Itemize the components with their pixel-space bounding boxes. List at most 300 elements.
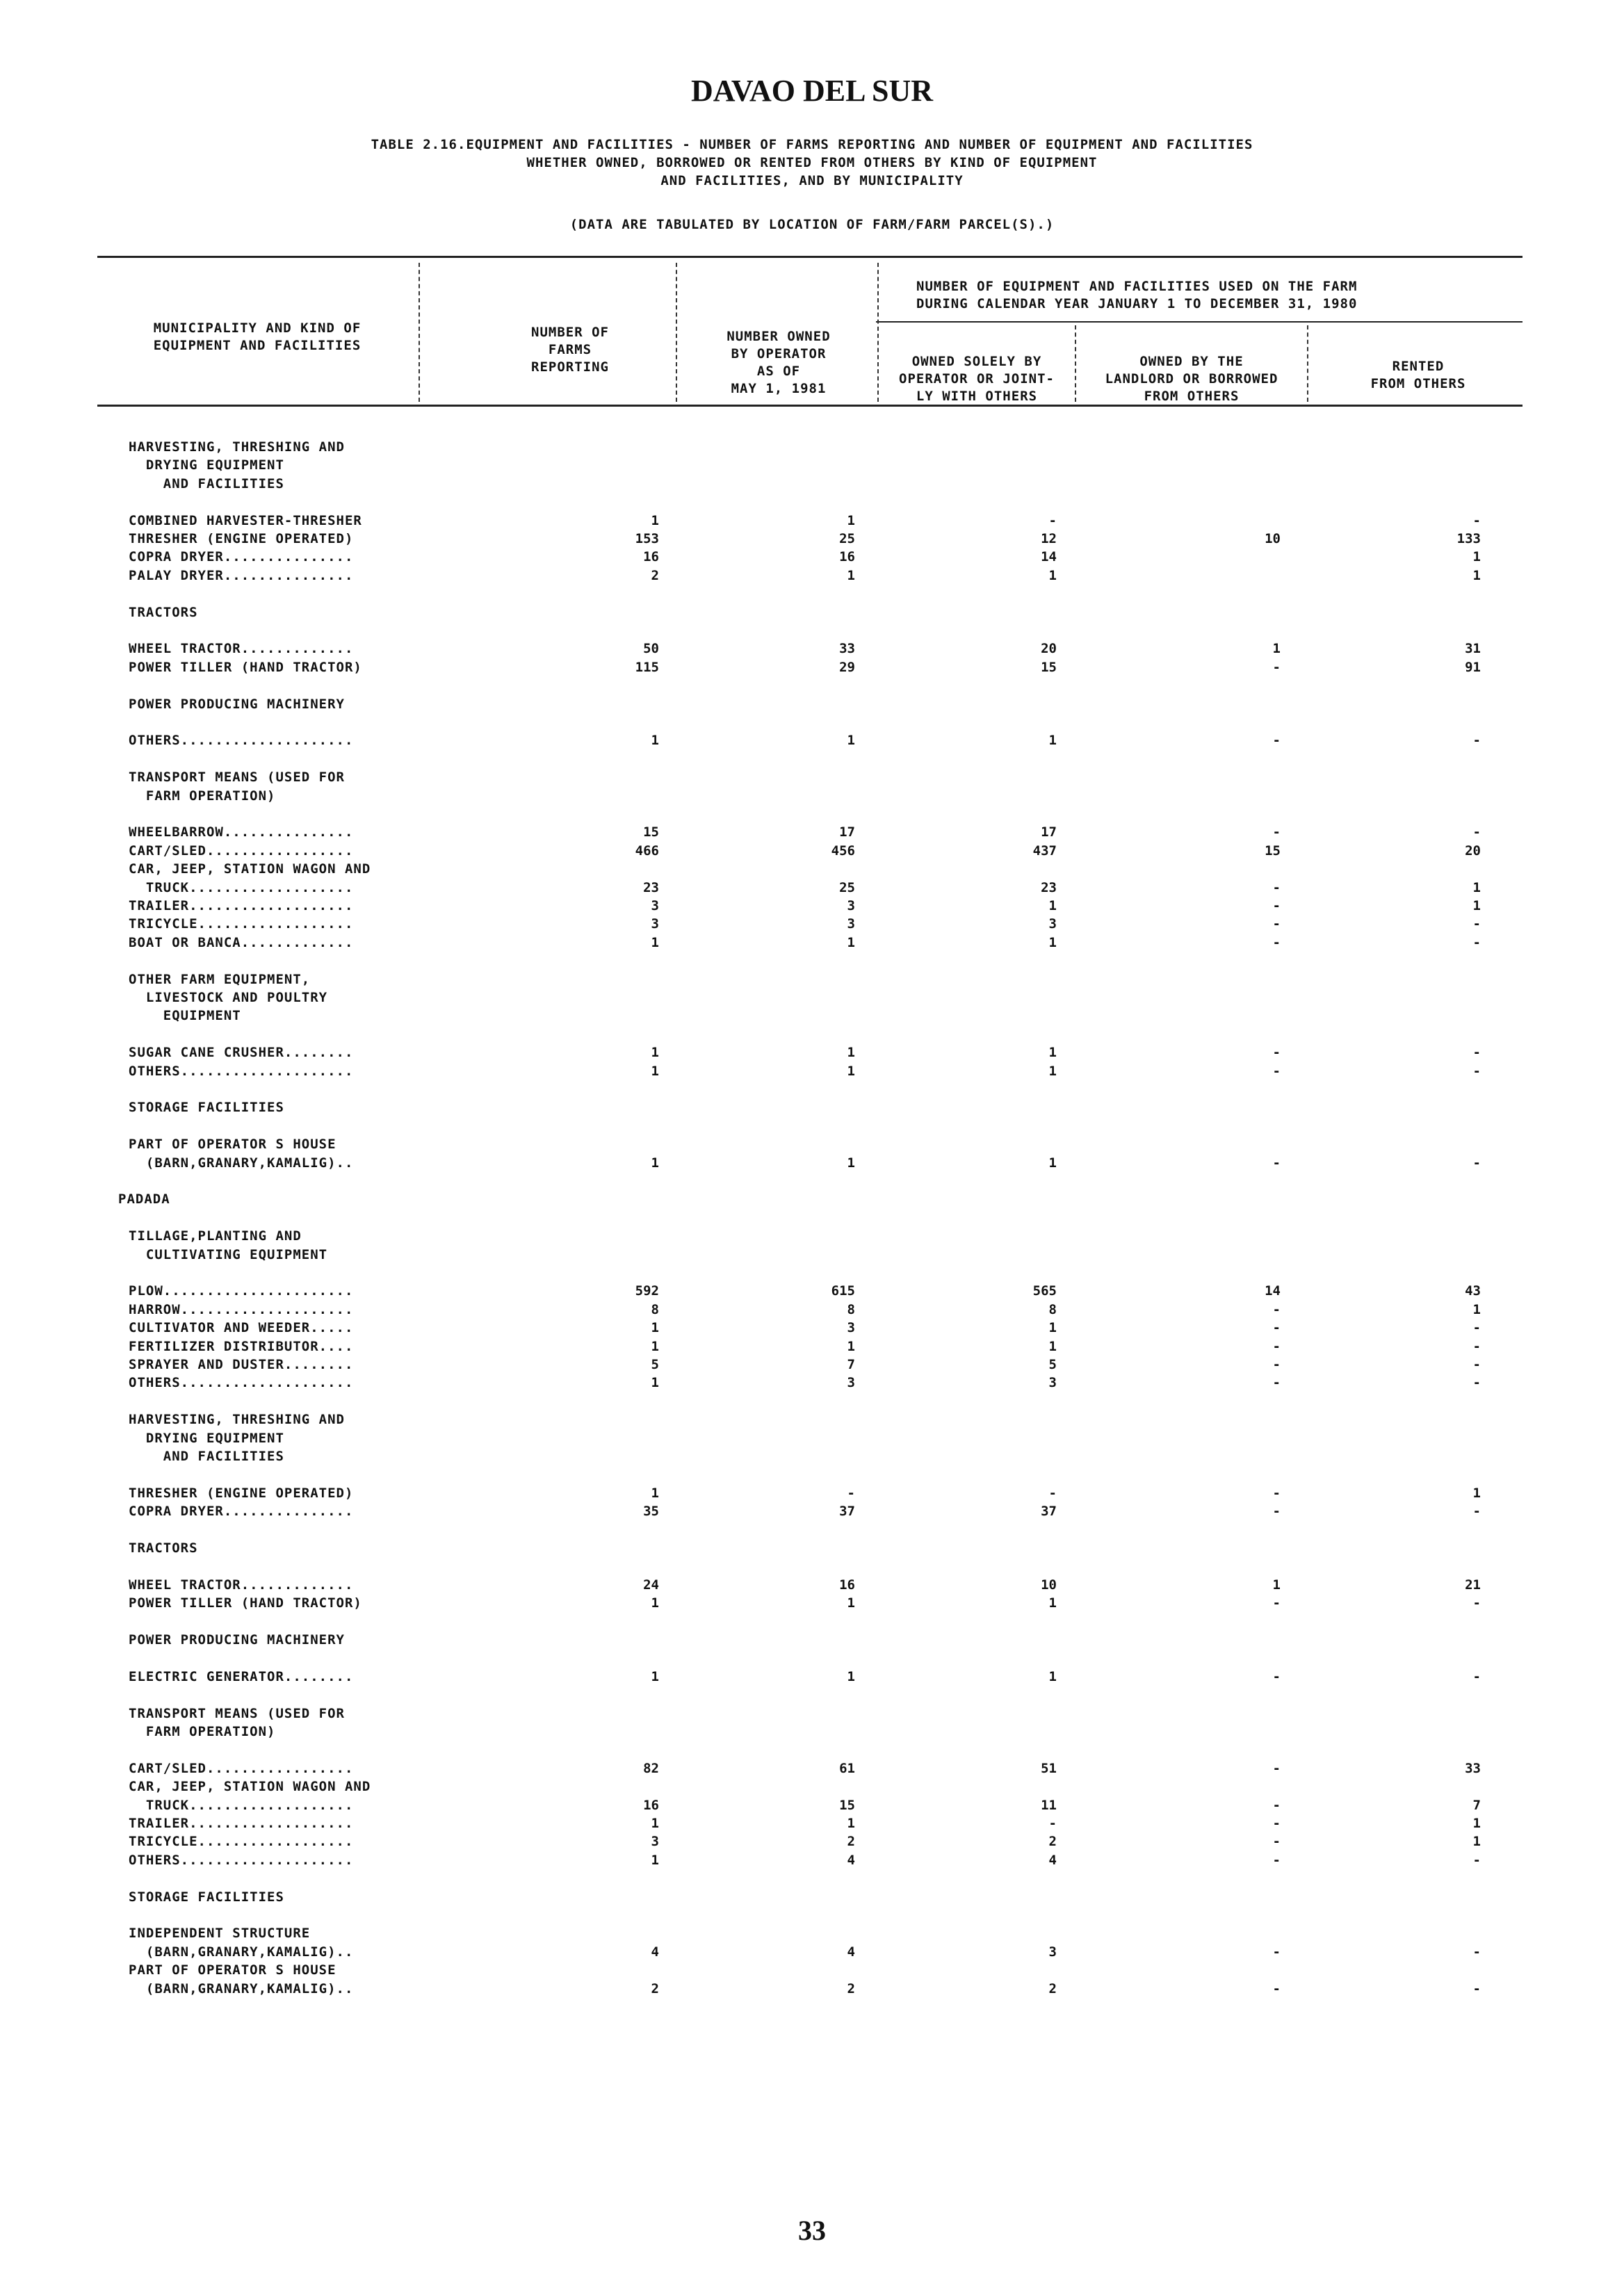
column-divider: [1075, 325, 1076, 402]
header-line: REPORTING: [531, 359, 609, 375]
row-value: 4: [651, 1944, 659, 1960]
table-row: [0, 438, 1624, 456]
row-label: AND FACILITIES: [129, 1449, 284, 1464]
header-line: RENTED: [1392, 359, 1445, 374]
row-label: STORAGE FACILITIES: [129, 1889, 284, 1905]
row-value: 33: [839, 641, 855, 656]
row-label: LIVESTOCK AND POULTRY: [129, 990, 328, 1005]
row-label: POWER TILLER (HAND TRACTOR): [129, 660, 362, 675]
row-value: 12: [1041, 531, 1057, 546]
table-row: [0, 1759, 1624, 1778]
table-row: [0, 658, 1624, 676]
row-label: THRESHER (ENGINE OPERATED): [129, 531, 354, 546]
table-row: [0, 1668, 1624, 1686]
row-label: HARVESTING, THRESHING AND: [129, 439, 345, 455]
table-row: [0, 989, 1624, 1007]
header-line: AS OF: [756, 364, 801, 379]
row-label: DRYING EQUIPMENT: [129, 1431, 284, 1446]
row-value: 456: [831, 843, 855, 859]
table-row: [0, 1796, 1624, 1814]
row-value: 1: [651, 1320, 659, 1335]
row-value: 1: [847, 1045, 855, 1060]
row-value: -: [1472, 1944, 1481, 1960]
row-value: -: [1272, 1944, 1281, 1960]
row-value: 4: [1048, 1853, 1057, 1868]
row-value: 153: [635, 531, 659, 546]
row-label: TRANSPORT MEANS (USED FOR: [129, 1706, 345, 1721]
row-value: -: [1048, 1486, 1057, 1501]
row-value: 7: [847, 1357, 855, 1372]
row-value: 1: [847, 733, 855, 748]
row-value: -: [1272, 1064, 1281, 1079]
row-value: 7: [1472, 1798, 1481, 1813]
row-value: 3: [847, 916, 855, 932]
row-label: SUGAR CANE CRUSHER........: [129, 1045, 354, 1060]
row-value: 10: [1265, 531, 1281, 546]
row-value: 1: [1048, 1669, 1057, 1684]
row-label: POWER PRODUCING MACHINERY: [129, 697, 345, 712]
row-value: 1: [1472, 1486, 1481, 1501]
table-row: [0, 1374, 1624, 1392]
row-value: 1: [651, 1375, 659, 1390]
table-row: [0, 1227, 1624, 1245]
row-value: 20: [1041, 641, 1057, 656]
row-value: 2: [847, 1981, 855, 1996]
row-value: 4: [847, 1944, 855, 1960]
row-value: 1: [651, 1064, 659, 1079]
row-value: 1: [651, 935, 659, 950]
row-value: 615: [831, 1283, 855, 1299]
row-value: 1: [847, 1816, 855, 1831]
row-value: 37: [1041, 1504, 1057, 1519]
row-value: 16: [839, 549, 855, 564]
header-line: LANDLORD OR BORROWED: [1105, 371, 1278, 387]
page-number: 33: [798, 2215, 826, 2246]
table-row: [0, 1301, 1624, 1319]
table-row: [0, 1814, 1624, 1832]
header-line: OWNED SOLELY BY: [911, 354, 1042, 369]
row-value: 466: [635, 843, 659, 859]
table-row: [0, 456, 1624, 474]
row-value: -: [1472, 513, 1481, 528]
row-value: -: [1272, 1504, 1281, 1519]
header-line: OPERATOR OR JOINT-: [899, 371, 1055, 387]
header-borrowed: [1078, 353, 1306, 405]
row-value: -: [1472, 824, 1481, 840]
row-value: 1: [1048, 1045, 1057, 1060]
row-value: 1: [1472, 568, 1481, 583]
row-label: FERTILIZER DISTRIBUTOR....: [129, 1339, 354, 1354]
table-row: [0, 1246, 1624, 1264]
row-label: DRYING EQUIPMENT: [129, 457, 284, 473]
row-value: -: [1472, 733, 1481, 748]
table-row: [0, 1502, 1624, 1520]
row-label: TRICYCLE..................: [129, 916, 354, 932]
column-divider: [419, 263, 420, 402]
row-value: 2: [1048, 1981, 1057, 1996]
row-value: 8: [651, 1302, 659, 1317]
row-value: 1: [847, 568, 855, 583]
row-value: 2: [651, 1981, 659, 1996]
row-value: 1: [651, 1853, 659, 1868]
row-value: -: [1472, 1504, 1481, 1519]
table-row: [0, 1319, 1624, 1337]
row-label: CULTIVATOR AND WEEDER.....: [129, 1320, 354, 1335]
row-value: 1: [1048, 1595, 1057, 1611]
row-label: OTHERS....................: [129, 1064, 354, 1079]
row-value: 2: [651, 568, 659, 583]
row-label: POWER TILLER (HAND TRACTOR): [129, 1595, 362, 1611]
row-value: 25: [839, 531, 855, 546]
row-label: CULTIVATING EQUIPMENT: [129, 1247, 328, 1262]
table-row: [0, 970, 1624, 989]
row-value: 33: [1465, 1761, 1481, 1776]
row-value: -: [1272, 1155, 1281, 1171]
row-label: TRICYCLE..................: [129, 1834, 354, 1849]
row-value: 1: [1048, 898, 1057, 913]
row-value: 1: [651, 1339, 659, 1354]
header-line: MUNICIPALITY AND KIND OF: [153, 320, 362, 336]
header-owned-solely: [880, 353, 1073, 405]
table-row: [0, 915, 1624, 933]
table-row: [0, 787, 1624, 805]
row-value: 15: [1265, 843, 1281, 859]
row-value: 1: [847, 1064, 855, 1079]
row-label: ELECTRIC GENERATOR........: [129, 1669, 354, 1684]
row-value: -: [1472, 1669, 1481, 1684]
header-rented: [1314, 358, 1522, 393]
column-divider: [877, 263, 879, 402]
row-value: 17: [839, 824, 855, 840]
column-divider: [676, 263, 677, 402]
table-row: [0, 1356, 1624, 1374]
table-row: [0, 1705, 1624, 1723]
row-value: 3: [651, 916, 659, 932]
table-row: [0, 1062, 1624, 1080]
row-label: BOAT OR BANCA.............: [129, 935, 354, 950]
row-value: -: [1272, 1798, 1281, 1813]
row-value: 3: [847, 1320, 855, 1335]
header-line: NUMBER OF: [531, 325, 609, 340]
row-value: -: [1472, 1357, 1481, 1372]
row-value: 1: [651, 1816, 659, 1831]
row-value: 25: [839, 880, 855, 895]
row-value: 1: [847, 1669, 855, 1684]
row-label: PART OF OPERATOR S HOUSE: [129, 1137, 336, 1152]
row-value: 1: [651, 733, 659, 748]
header-municipality: [111, 320, 403, 355]
row-value: 1: [1472, 1302, 1481, 1317]
table-caption-line-1: TABLE 2.16.EQUIPMENT AND FACILITIES - NUMBER OF FARMS REPORTING AND NUMBER OF EQUIPMENT AND FACILITIES: [371, 137, 1253, 152]
table-row: [0, 823, 1624, 841]
row-value: -: [1272, 1045, 1281, 1060]
row-value: 3: [847, 898, 855, 913]
row-value: 1: [1048, 1320, 1057, 1335]
table-row: [0, 1631, 1624, 1649]
row-label: SPRAYER AND DUSTER........: [129, 1357, 354, 1372]
row-label: OTHER FARM EQUIPMENT,: [129, 972, 311, 987]
row-value: 24: [643, 1577, 659, 1593]
table-row: [0, 1154, 1624, 1172]
row-label: PLOW......................: [129, 1283, 354, 1299]
header-bottom-rule: [97, 405, 1522, 407]
row-value: 37: [839, 1504, 855, 1519]
row-value: 1: [1048, 1155, 1057, 1171]
row-value: 3: [651, 898, 659, 913]
row-value: 1: [1048, 1339, 1057, 1354]
row-label: EQUIPMENT: [129, 1008, 241, 1023]
row-value: 1: [1048, 568, 1057, 583]
row-value: 11: [1041, 1798, 1057, 1813]
header-top-rule: [97, 256, 1522, 258]
row-value: -: [1472, 1375, 1481, 1390]
row-value: 50: [643, 641, 659, 656]
row-label: PALAY DRYER...............: [129, 568, 354, 583]
row-label: CAR, JEEP, STATION WAGON AND: [129, 1779, 371, 1794]
header-line: LY WITH OTHERS: [916, 389, 1038, 404]
header-used-group: [916, 278, 1528, 313]
row-value: 16: [839, 1577, 855, 1593]
row-value: 15: [643, 824, 659, 840]
row-value: -: [1272, 935, 1281, 950]
province-title: DAVAO DEL SUR: [690, 74, 934, 108]
row-value: -: [1272, 1595, 1281, 1611]
row-value: 133: [1456, 531, 1481, 546]
row-label: TRACTORS: [129, 605, 198, 620]
header-line: BY OPERATOR: [731, 346, 827, 361]
row-value: -: [1472, 1064, 1481, 1079]
table-row: [0, 1282, 1624, 1300]
row-value: -: [1272, 1339, 1281, 1354]
row-value: -: [1472, 1981, 1481, 1996]
row-value: 3: [1048, 1944, 1057, 1960]
row-value: 1: [1048, 935, 1057, 950]
row-value: 3: [847, 1375, 855, 1390]
row-value: 29: [839, 660, 855, 675]
row-value: -: [1272, 1834, 1281, 1849]
row-label: TRUCK...................: [129, 880, 354, 895]
row-value: 1: [847, 1339, 855, 1354]
header-line: NUMBER OF EQUIPMENT AND FACILITIES USED ON THE FARM: [916, 279, 1358, 294]
row-value: -: [1272, 660, 1281, 675]
header-line: NUMBER OWNED: [726, 329, 831, 344]
row-label: TRACTORS: [129, 1540, 198, 1556]
table-row: [0, 530, 1624, 548]
row-value: -: [1272, 733, 1281, 748]
row-label: FARM OPERATION): [129, 1724, 276, 1739]
row-value: -: [1272, 1669, 1281, 1684]
row-label: FARM OPERATION): [129, 788, 276, 804]
row-value: -: [1272, 1761, 1281, 1776]
row-value: 15: [839, 1798, 855, 1813]
row-value: 1: [847, 513, 855, 528]
row-label: HARROW....................: [129, 1302, 354, 1317]
row-label: STORAGE FACILITIES: [129, 1100, 284, 1115]
row-value: 1: [1472, 1816, 1481, 1831]
row-label: INDEPENDENT STRUCTURE: [129, 1926, 311, 1941]
row-label: CART/SLED.................: [129, 843, 354, 859]
row-label: TRUCK...................: [129, 1798, 354, 1813]
table-row: [0, 1851, 1624, 1869]
table-row: [0, 475, 1624, 493]
header-line: MAY 1, 1981: [731, 381, 827, 396]
row-label: (BARN,GRANARY,KAMALIG)..: [129, 1944, 354, 1960]
row-value: -: [1272, 1302, 1281, 1317]
row-label: COMBINED HARVESTER-THRESHER: [129, 513, 362, 528]
table-row: [0, 1723, 1624, 1741]
row-value: 23: [643, 880, 659, 895]
row-value: 8: [847, 1302, 855, 1317]
row-value: 1: [847, 1155, 855, 1171]
row-value: 17: [1041, 824, 1057, 840]
table-row: [0, 1980, 1624, 1998]
row-value: -: [1472, 916, 1481, 932]
header-farms-reporting: [473, 324, 667, 376]
row-value: -: [1272, 898, 1281, 913]
table-row: [0, 1410, 1624, 1429]
table-row: [0, 1924, 1624, 1942]
row-value: 2: [847, 1834, 855, 1849]
table-row: [0, 934, 1624, 952]
header-line: DURING CALENDAR YEAR JANUARY 1 TO DECEMBER 31, 1980: [916, 296, 1358, 311]
table-row: [0, 1576, 1624, 1594]
header-line: OWNED BY THE: [1139, 354, 1244, 369]
row-value: -: [1272, 916, 1281, 932]
table-row: [0, 1098, 1624, 1116]
table-row: [0, 897, 1624, 915]
column-divider: [1307, 325, 1308, 402]
table-row: [0, 879, 1624, 897]
table-row: [0, 1447, 1624, 1465]
row-label: (BARN,GRANARY,KAMALIG)..: [129, 1981, 354, 1996]
row-label: TRAILER...................: [129, 1816, 354, 1831]
header-owned-as-of: [685, 328, 872, 398]
row-label: TRAILER...................: [129, 898, 354, 913]
row-value: 565: [1032, 1283, 1057, 1299]
municipality-heading-row: [0, 1190, 1624, 1208]
row-value: -: [1272, 1816, 1281, 1831]
row-value: 16: [643, 549, 659, 564]
row-value: 437: [1032, 843, 1057, 859]
header-line: FARMS: [548, 342, 592, 357]
row-label: AND FACILITIES: [129, 476, 284, 491]
row-value: 35: [643, 1504, 659, 1519]
row-value: 1: [651, 1669, 659, 1684]
row-value: 61: [839, 1761, 855, 1776]
row-value: -: [1472, 1595, 1481, 1611]
table-row: [0, 1888, 1624, 1906]
table-row: [0, 1429, 1624, 1447]
row-value: 1: [1472, 898, 1481, 913]
row-value: 91: [1465, 660, 1481, 675]
row-label: PADADA: [118, 1191, 170, 1207]
row-value: 15: [1041, 660, 1057, 675]
row-value: 3: [1048, 916, 1057, 932]
row-value: 1: [651, 1595, 659, 1611]
row-value: 1: [651, 513, 659, 528]
row-label: OTHERS....................: [129, 1375, 354, 1390]
row-label: OTHERS....................: [129, 733, 354, 748]
table-row: [0, 640, 1624, 658]
row-value: 51: [1041, 1761, 1057, 1776]
row-value: -: [847, 1486, 855, 1501]
header-line: FROM OTHERS: [1144, 389, 1240, 404]
row-value: 1: [651, 1045, 659, 1060]
row-label: WHEELBARROW...............: [129, 824, 354, 840]
row-label: WHEEL TRACTOR.............: [129, 641, 354, 656]
row-value: 1: [847, 1595, 855, 1611]
row-label: COPRA DRYER...............: [129, 1504, 354, 1519]
group-underline: [876, 321, 1522, 323]
row-value: 1: [1272, 641, 1281, 656]
row-value: 8: [1048, 1302, 1057, 1317]
row-label: TILLAGE,PLANTING AND: [129, 1228, 302, 1244]
table-row: [0, 1007, 1624, 1025]
table-row: [0, 842, 1624, 860]
row-value: -: [1472, 1339, 1481, 1354]
table-row: [0, 860, 1624, 878]
row-value: 1: [1472, 1834, 1481, 1849]
row-value: 1: [1472, 880, 1481, 895]
row-label: (BARN,GRANARY,KAMALIG)..: [129, 1155, 354, 1171]
table-row: [0, 1961, 1624, 1979]
table-row: [0, 1943, 1624, 1961]
table-row: [0, 1594, 1624, 1612]
table-caption-line-3: AND FACILITIES, AND BY MUNICIPALITY: [660, 173, 964, 188]
row-label: OTHERS....................: [129, 1853, 354, 1868]
table-row: [0, 1832, 1624, 1850]
row-value: 31: [1465, 641, 1481, 656]
table-row: [0, 731, 1624, 749]
row-value: 5: [651, 1357, 659, 1372]
row-value: -: [1472, 1320, 1481, 1335]
table-row: [0, 1135, 1624, 1153]
row-value: 1: [1048, 1064, 1057, 1079]
row-label: COPRA DRYER...............: [129, 549, 354, 564]
row-value: 10: [1041, 1577, 1057, 1593]
row-label: POWER PRODUCING MACHINERY: [129, 1632, 345, 1648]
table-row: [0, 1484, 1624, 1502]
row-value: 115: [635, 660, 659, 675]
table-row: [0, 1539, 1624, 1557]
row-value: -: [1272, 1853, 1281, 1868]
row-value: -: [1272, 1357, 1281, 1372]
table-row: [0, 512, 1624, 530]
table-row: [0, 695, 1624, 713]
header-line: FROM OTHERS: [1370, 376, 1466, 391]
row-value: -: [1472, 1155, 1481, 1171]
row-label: THRESHER (ENGINE OPERATED): [129, 1486, 354, 1501]
table-row: [0, 548, 1624, 566]
row-value: 82: [643, 1761, 659, 1776]
row-value: 1: [1472, 549, 1481, 564]
table-caption-line-2: WHETHER OWNED, BORROWED OR RENTED FROM OTHERS BY KIND OF EQUIPMENT: [526, 155, 1098, 170]
row-value: -: [1048, 513, 1057, 528]
row-value: 592: [635, 1283, 659, 1299]
row-value: 16: [643, 1798, 659, 1813]
row-value: 4: [847, 1853, 855, 1868]
row-label: CART/SLED.................: [129, 1761, 354, 1776]
header-line: EQUIPMENT AND FACILITIES: [153, 338, 362, 353]
row-value: -: [1272, 1486, 1281, 1501]
row-value: 14: [1041, 549, 1057, 564]
row-value: -: [1272, 880, 1281, 895]
row-value: 1: [651, 1486, 659, 1501]
row-value: 1: [847, 935, 855, 950]
row-label: HARVESTING, THRESHING AND: [129, 1412, 345, 1427]
row-value: 14: [1265, 1283, 1281, 1299]
row-value: -: [1472, 1045, 1481, 1060]
